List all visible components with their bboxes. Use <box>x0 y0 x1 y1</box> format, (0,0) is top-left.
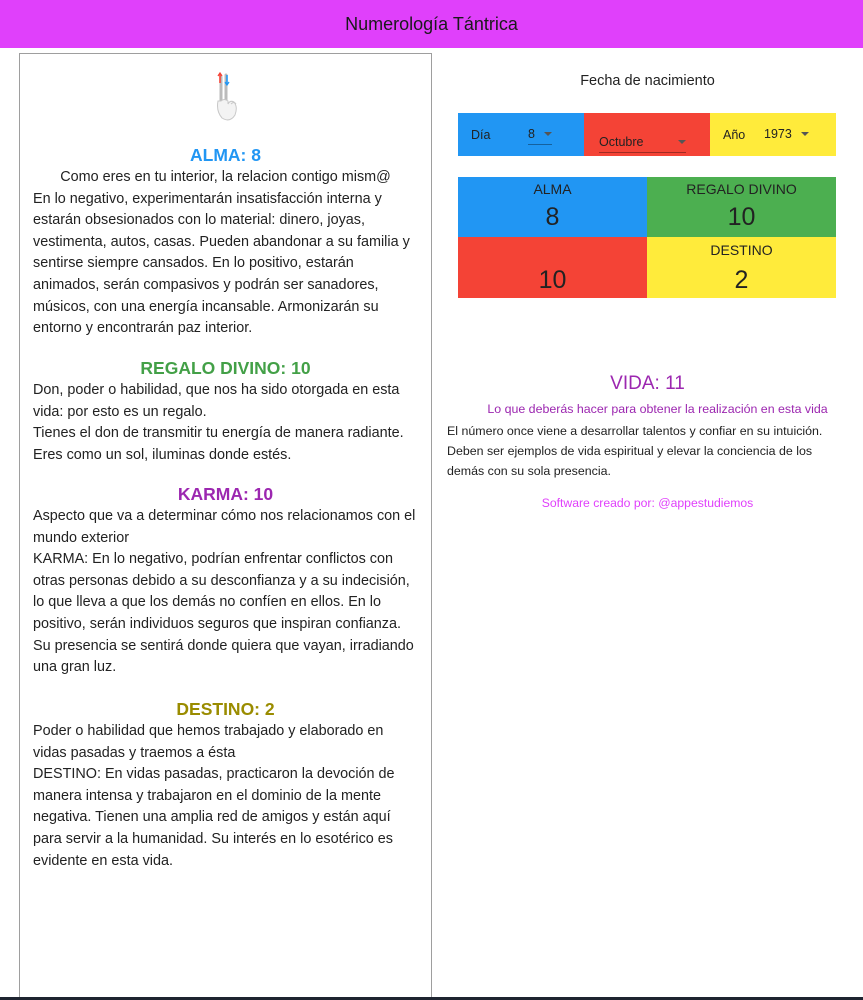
year-dropdown[interactable] <box>764 127 809 144</box>
descriptions-panel <box>19 53 432 998</box>
day-label: Día <box>471 127 491 142</box>
karma-subtitle: Aspecto que va a determinar cómo nos relacionamos con el mundo exterior <box>33 508 416 546</box>
regalo-title: REGALO DIVINO: 10 <box>140 358 311 378</box>
vida-subtitle: Lo que deberás hacer para obtener la realización en esta vida <box>487 402 828 416</box>
regalo-result <box>647 177 836 237</box>
regalo-result-label: REGALO DIVINO <box>686 181 797 197</box>
results-grid <box>458 177 836 298</box>
hand-pointing-up-icon <box>210 71 242 123</box>
alma-result-label: ALMA <box>533 181 572 197</box>
regalo-result-value: 10 <box>727 203 756 231</box>
vida-title: VIDA: 11 <box>610 373 685 394</box>
day-value: 8 <box>528 127 535 141</box>
chevron-down-icon <box>801 132 809 136</box>
destino-subtitle: Poder o habilidad que hemos trabajado y elaborado en vidas pasadas y traemos a ésta <box>33 723 384 761</box>
alma-text: En lo negativo, experimentarán insatisfacción interna y estarán obsesionados con lo material: dinero, joyas, vestimenta, autos, casas. Pueden abandonar a su familia y sentirse siempre cansados. En lo positivo, estarán animados, serán compasivos y podrán ser sanadores, músicos, con una energía incansable. Armonizarán su entorno y encontrarán paz interior. <box>33 190 410 337</box>
karma-section <box>33 483 418 679</box>
karma-result <box>458 237 647 298</box>
regalo-subtitle: Don, poder o habilidad, que nos ha sido otorgada en esta vida: por esto es un regalo. <box>33 382 400 420</box>
year-label: Año <box>723 127 746 142</box>
regalo-section <box>33 357 418 466</box>
karma-result-value: 10 <box>538 266 567 294</box>
karma-title: KARMA: 10 <box>177 484 274 504</box>
chevron-down-icon <box>678 140 686 144</box>
destino-section <box>33 698 418 872</box>
credit-link[interactable]: Software creado por: @appestudiemos <box>541 496 754 510</box>
destino-result-value: 2 <box>734 266 749 294</box>
destino-result <box>647 237 836 298</box>
alma-result <box>458 177 647 237</box>
year-value: 1973 <box>764 127 792 141</box>
destino-title: DESTINO: 2 <box>176 699 275 719</box>
month-dropdown[interactable] <box>599 135 686 153</box>
vida-text: El número once viene a desarrollar talentos y confiar en su intuición. Deben ser ejemplos de vida espiritual y elevar la conciencia de los demás con su sola presencia. <box>447 424 823 478</box>
day-field <box>458 113 584 156</box>
alma-title: ALMA: 8 <box>190 145 261 165</box>
month-value: Octubre <box>599 135 644 149</box>
regalo-text: Tienes el don de transmitir tu energía de manera radiante. Eres como un sol, iluminas donde estés. <box>33 425 404 463</box>
birthdate-selector <box>458 113 836 156</box>
destino-text: DESTINO: En vidas pasadas, practicaron la devoción de manera intensa y trabajaron en el dominio de la mente negativa. Tienen una amplia red de amigos y están aquí para servir a la humanidad. Su interés en lo esotérico es evidente en esta vida. <box>33 766 395 869</box>
alma-section <box>33 144 418 340</box>
chevron-down-icon <box>544 132 552 136</box>
destino-result-label: DESTINO <box>710 242 773 258</box>
month-field <box>584 113 710 156</box>
birthdate-label: Fecha de nacimiento <box>580 73 715 89</box>
karma-text: KARMA: En lo negativo, podrían enfrentar conflictos con otras personas debido a su desconfianza y a su indecisión, lo que lleva a que los demás no confíen en ellos. En lo positivo, serán individuos seguros que inspiran confianza. Su presencia se sentirá donde quiera que vayan, irradiando una gran luz. <box>33 551 414 676</box>
app-title: Numerología Tántrica <box>345 13 518 34</box>
alma-subtitle: Como eres en tu interior, la relacion contigo mism@ <box>60 169 391 185</box>
year-field <box>710 113 836 156</box>
calculator-panel <box>432 53 863 997</box>
alma-result-value: 8 <box>545 203 560 231</box>
top-app-bar <box>0 0 863 48</box>
day-dropdown[interactable] <box>528 127 552 145</box>
